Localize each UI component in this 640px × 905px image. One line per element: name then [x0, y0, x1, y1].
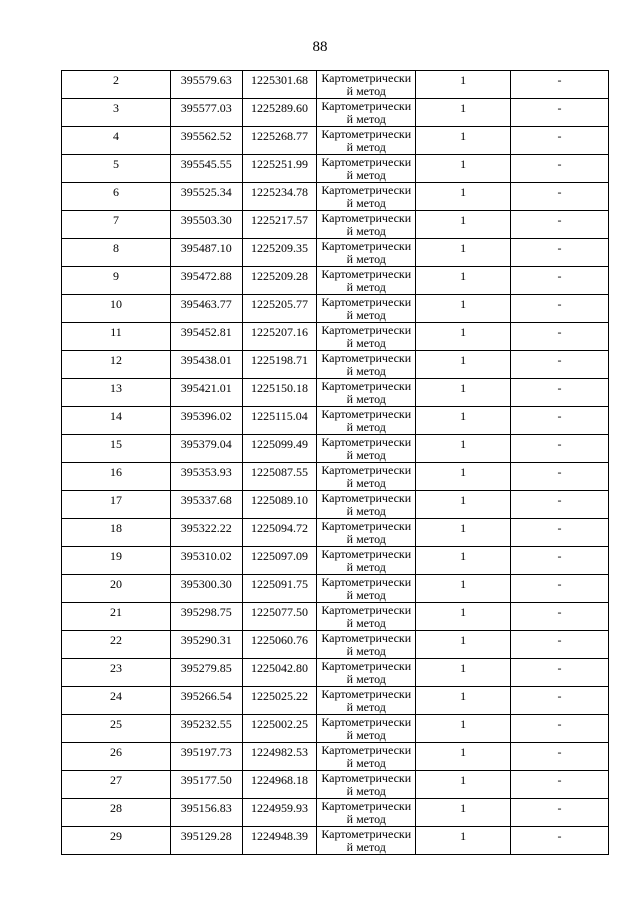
method-text-line-2: й метод: [346, 644, 386, 658]
note-cell: -: [511, 827, 609, 855]
method-text-line-1: Картометрически: [321, 743, 412, 757]
point-number-cell: 17: [62, 491, 171, 519]
y-coordinate-cell: 1224968.18: [242, 771, 317, 799]
method-text-line-1: Картометрически: [321, 71, 412, 85]
note-cell: -: [511, 155, 609, 183]
note-cell: -: [511, 379, 609, 407]
method-text-line-2: й метод: [346, 420, 386, 434]
x-coordinate-cell: 395177.50: [170, 771, 242, 799]
method-cell: [317, 491, 416, 519]
y-coordinate-cell: 1224982.53: [242, 743, 317, 771]
method-text-line-1: Картометрически: [321, 827, 412, 841]
note-cell: -: [511, 267, 609, 295]
table-row: [62, 519, 609, 547]
accuracy-cell: 1: [416, 827, 511, 855]
method-text-line-1: Картометрически: [321, 575, 412, 589]
method-cell: [317, 659, 416, 687]
method-cell: [317, 295, 416, 323]
method-text-line-2: й метод: [346, 504, 386, 518]
accuracy-cell: 1: [416, 127, 511, 155]
accuracy-cell: 1: [416, 575, 511, 603]
accuracy-cell: 1: [416, 239, 511, 267]
y-coordinate-cell: 1225207.16: [242, 323, 317, 351]
point-number-cell: 19: [62, 547, 171, 575]
method-text-line-2: й метод: [346, 308, 386, 322]
y-coordinate-cell: 1225091.75: [242, 575, 317, 603]
method-text-line-2: й метод: [346, 840, 386, 854]
method-cell: [317, 155, 416, 183]
x-coordinate-cell: 395290.31: [170, 631, 242, 659]
x-coordinate-cell: 395310.02: [170, 547, 242, 575]
y-coordinate-cell: 1225097.09: [242, 547, 317, 575]
note-cell: -: [511, 659, 609, 687]
table-row: [62, 575, 609, 603]
method-text-line-1: Картометрически: [321, 771, 412, 785]
method-text-line-2: й метод: [346, 168, 386, 182]
method-cell: [317, 379, 416, 407]
method-text-line-2: й метод: [346, 560, 386, 574]
page-number: 88: [312, 39, 328, 55]
table-row: [62, 463, 609, 491]
method-cell: [317, 799, 416, 827]
method-cell: [317, 407, 416, 435]
accuracy-cell: 1: [416, 743, 511, 771]
point-number-cell: 14: [62, 407, 171, 435]
accuracy-cell: 1: [416, 211, 511, 239]
x-coordinate-cell: 395396.02: [170, 407, 242, 435]
note-cell: -: [511, 211, 609, 239]
method-cell: [317, 239, 416, 267]
method-text-line-2: й метод: [346, 448, 386, 462]
note-cell: -: [511, 743, 609, 771]
table-row: [62, 715, 609, 743]
table-row: [62, 687, 609, 715]
table-row: [62, 239, 609, 267]
method-text-line-1: Картометрически: [321, 463, 412, 477]
y-coordinate-cell: 1225077.50: [242, 603, 317, 631]
accuracy-cell: 1: [416, 547, 511, 575]
note-cell: -: [511, 351, 609, 379]
accuracy-cell: 1: [416, 687, 511, 715]
x-coordinate-cell: 395503.30: [170, 211, 242, 239]
table-row: [62, 547, 609, 575]
y-coordinate-cell: 1225002.25: [242, 715, 317, 743]
accuracy-cell: 1: [416, 771, 511, 799]
point-number-cell: 7: [62, 211, 171, 239]
method-cell: [317, 127, 416, 155]
x-coordinate-cell: 395129.28: [170, 827, 242, 855]
method-cell: [317, 631, 416, 659]
point-number-cell: 15: [62, 435, 171, 463]
x-coordinate-cell: 395438.01: [170, 351, 242, 379]
method-text-line-1: Картометрически: [321, 715, 412, 729]
accuracy-cell: 1: [416, 631, 511, 659]
note-cell: -: [511, 771, 609, 799]
note-cell: -: [511, 547, 609, 575]
table-row: [62, 407, 609, 435]
x-coordinate-cell: 395197.73: [170, 743, 242, 771]
note-cell: -: [511, 323, 609, 351]
x-coordinate-cell: 395562.52: [170, 127, 242, 155]
point-number-cell: 6: [62, 183, 171, 211]
point-number-cell: 9: [62, 267, 171, 295]
table-row: [62, 71, 609, 99]
method-text-line-1: Картометрически: [321, 687, 412, 701]
method-cell: [317, 827, 416, 855]
method-text-line-2: й метод: [346, 336, 386, 350]
method-text-line-2: й метод: [346, 784, 386, 798]
method-text-line-2: й метод: [346, 140, 386, 154]
method-text-line-2: й метод: [346, 616, 386, 630]
coordinates-table: [61, 70, 609, 855]
point-number-cell: 20: [62, 575, 171, 603]
note-cell: -: [511, 463, 609, 491]
note-cell: -: [511, 715, 609, 743]
table-row: [62, 267, 609, 295]
method-cell: [317, 435, 416, 463]
table-row: [62, 435, 609, 463]
method-text-line-1: Картометрически: [321, 547, 412, 561]
method-text-line-2: й метод: [346, 392, 386, 406]
accuracy-cell: 1: [416, 295, 511, 323]
x-coordinate-cell: 395379.04: [170, 435, 242, 463]
table-row: [62, 771, 609, 799]
accuracy-cell: 1: [416, 659, 511, 687]
point-number-cell: 12: [62, 351, 171, 379]
method-text-line-1: Картометрически: [321, 435, 412, 449]
x-coordinate-cell: 395337.68: [170, 491, 242, 519]
y-coordinate-cell: 1225042.80: [242, 659, 317, 687]
method-cell: [317, 183, 416, 211]
point-number-cell: 24: [62, 687, 171, 715]
x-coordinate-cell: 395266.54: [170, 687, 242, 715]
y-coordinate-cell: 1225115.04: [242, 407, 317, 435]
method-text-line-2: й метод: [346, 756, 386, 770]
y-coordinate-cell: 1225289.60: [242, 99, 317, 127]
method-cell: [317, 351, 416, 379]
accuracy-cell: 1: [416, 99, 511, 127]
method-cell: [317, 743, 416, 771]
y-coordinate-cell: 1225217.57: [242, 211, 317, 239]
table-row: [62, 379, 609, 407]
note-cell: -: [511, 799, 609, 827]
y-coordinate-cell: 1225150.18: [242, 379, 317, 407]
x-coordinate-cell: 395472.88: [170, 267, 242, 295]
method-text-line-2: й метод: [346, 364, 386, 378]
y-coordinate-cell: 1225209.35: [242, 239, 317, 267]
point-number-cell: 8: [62, 239, 171, 267]
method-text-line-2: й метод: [346, 700, 386, 714]
table-row: [62, 799, 609, 827]
table-row: [62, 743, 609, 771]
method-cell: [317, 771, 416, 799]
point-number-cell: 5: [62, 155, 171, 183]
method-cell: [317, 519, 416, 547]
table-row: [62, 295, 609, 323]
method-text-line-1: Картометрически: [321, 239, 412, 253]
point-number-cell: 21: [62, 603, 171, 631]
point-number-cell: 28: [62, 799, 171, 827]
table-row: [62, 603, 609, 631]
method-text-line-1: Картометрически: [321, 267, 412, 281]
note-cell: -: [511, 435, 609, 463]
y-coordinate-cell: 1225251.99: [242, 155, 317, 183]
table-row: [62, 99, 609, 127]
y-coordinate-cell: 1224948.39: [242, 827, 317, 855]
accuracy-cell: 1: [416, 351, 511, 379]
table-row: [62, 491, 609, 519]
method-text-line-1: Картометрически: [321, 127, 412, 141]
method-text-line-1: Картометрически: [321, 491, 412, 505]
method-cell: [317, 71, 416, 99]
method-cell: [317, 603, 416, 631]
y-coordinate-cell: 1225205.77: [242, 295, 317, 323]
x-coordinate-cell: 395452.81: [170, 323, 242, 351]
y-coordinate-cell: 1225094.72: [242, 519, 317, 547]
method-text-line-2: й метод: [346, 224, 386, 238]
method-text-line-1: Картометрически: [321, 799, 412, 813]
x-coordinate-cell: 395487.10: [170, 239, 242, 267]
method-text-line-1: Картометрически: [321, 295, 412, 309]
note-cell: -: [511, 687, 609, 715]
table-row: [62, 127, 609, 155]
x-coordinate-cell: 395463.77: [170, 295, 242, 323]
accuracy-cell: 1: [416, 435, 511, 463]
y-coordinate-cell: 1225060.76: [242, 631, 317, 659]
x-coordinate-cell: 395232.55: [170, 715, 242, 743]
accuracy-cell: 1: [416, 323, 511, 351]
point-number-cell: 27: [62, 771, 171, 799]
x-coordinate-cell: 395353.93: [170, 463, 242, 491]
accuracy-cell: 1: [416, 379, 511, 407]
accuracy-cell: 1: [416, 491, 511, 519]
method-cell: [317, 463, 416, 491]
method-text-line-2: й метод: [346, 532, 386, 546]
method-cell: [317, 99, 416, 127]
y-coordinate-cell: 1225089.10: [242, 491, 317, 519]
accuracy-cell: 1: [416, 519, 511, 547]
table-row: [62, 323, 609, 351]
note-cell: -: [511, 239, 609, 267]
y-coordinate-cell: 1225301.68: [242, 71, 317, 99]
note-cell: -: [511, 71, 609, 99]
point-number-cell: 25: [62, 715, 171, 743]
point-number-cell: 29: [62, 827, 171, 855]
note-cell: -: [511, 183, 609, 211]
method-text-line-1: Картометрически: [321, 407, 412, 421]
method-text-line-1: Картометрически: [321, 631, 412, 645]
note-cell: -: [511, 631, 609, 659]
x-coordinate-cell: 395577.03: [170, 99, 242, 127]
y-coordinate-cell: 1225234.78: [242, 183, 317, 211]
method-cell: [317, 323, 416, 351]
accuracy-cell: 1: [416, 463, 511, 491]
method-text-line-1: Картометрически: [321, 379, 412, 393]
point-number-cell: 18: [62, 519, 171, 547]
note-cell: -: [511, 295, 609, 323]
method-text-line-2: й метод: [346, 672, 386, 686]
x-coordinate-cell: 395579.63: [170, 71, 242, 99]
x-coordinate-cell: 395322.22: [170, 519, 242, 547]
note-cell: -: [511, 407, 609, 435]
note-cell: -: [511, 519, 609, 547]
accuracy-cell: 1: [416, 71, 511, 99]
accuracy-cell: 1: [416, 603, 511, 631]
point-number-cell: 23: [62, 659, 171, 687]
method-cell: [317, 547, 416, 575]
point-number-cell: 10: [62, 295, 171, 323]
x-coordinate-cell: 395525.34: [170, 183, 242, 211]
table-row: [62, 211, 609, 239]
method-text-line-1: Картометрически: [321, 351, 412, 365]
y-coordinate-cell: 1225198.71: [242, 351, 317, 379]
x-coordinate-cell: 395279.85: [170, 659, 242, 687]
y-coordinate-cell: 1224959.93: [242, 799, 317, 827]
method-text-line-1: Картометрически: [321, 659, 412, 673]
method-text-line-1: Картометрически: [321, 155, 412, 169]
accuracy-cell: 1: [416, 799, 511, 827]
table-row: [62, 351, 609, 379]
note-cell: -: [511, 603, 609, 631]
point-number-cell: 11: [62, 323, 171, 351]
method-text-line-1: Картометрически: [321, 183, 412, 197]
method-cell: [317, 211, 416, 239]
point-number-cell: 26: [62, 743, 171, 771]
note-cell: -: [511, 99, 609, 127]
accuracy-cell: 1: [416, 715, 511, 743]
table-row: [62, 659, 609, 687]
accuracy-cell: 1: [416, 407, 511, 435]
method-text-line-1: Картометрически: [321, 519, 412, 533]
x-coordinate-cell: 395156.83: [170, 799, 242, 827]
method-text-line-2: й метод: [346, 252, 386, 266]
y-coordinate-cell: 1225099.49: [242, 435, 317, 463]
note-cell: -: [511, 491, 609, 519]
note-cell: -: [511, 575, 609, 603]
y-coordinate-cell: 1225209.28: [242, 267, 317, 295]
method-text-line-2: й метод: [346, 728, 386, 742]
x-coordinate-cell: 395300.30: [170, 575, 242, 603]
table-row: [62, 183, 609, 211]
method-text-line-1: Картометрически: [321, 603, 412, 617]
method-text-line-2: й метод: [346, 588, 386, 602]
accuracy-cell: 1: [416, 183, 511, 211]
method-text-line-2: й метод: [346, 812, 386, 826]
table-row: [62, 631, 609, 659]
method-cell: [317, 575, 416, 603]
point-number-cell: 13: [62, 379, 171, 407]
method-cell: [317, 267, 416, 295]
method-text-line-2: й метод: [346, 280, 386, 294]
table-row: [62, 827, 609, 855]
method-text-line-1: Картометрически: [321, 211, 412, 225]
method-cell: [317, 687, 416, 715]
method-text-line-1: Картометрически: [321, 99, 412, 113]
method-text-line-2: й метод: [346, 112, 386, 126]
table-row: [62, 155, 609, 183]
method-text-line-1: Картометрически: [321, 323, 412, 337]
point-number-cell: 2: [62, 71, 171, 99]
method-text-line-2: й метод: [346, 84, 386, 98]
x-coordinate-cell: 395298.75: [170, 603, 242, 631]
point-number-cell: 4: [62, 127, 171, 155]
x-coordinate-cell: 395545.55: [170, 155, 242, 183]
point-number-cell: 3: [62, 99, 171, 127]
method-cell: [317, 715, 416, 743]
point-number-cell: 22: [62, 631, 171, 659]
x-coordinate-cell: 395421.01: [170, 379, 242, 407]
point-number-cell: 16: [62, 463, 171, 491]
y-coordinate-cell: 1225025.22: [242, 687, 317, 715]
note-cell: -: [511, 127, 609, 155]
accuracy-cell: 1: [416, 155, 511, 183]
accuracy-cell: 1: [416, 267, 511, 295]
method-text-line-2: й метод: [346, 196, 386, 210]
y-coordinate-cell: 1225087.55: [242, 463, 317, 491]
method-text-line-2: й метод: [346, 476, 386, 490]
coordinates-table-body: [62, 71, 609, 855]
y-coordinate-cell: 1225268.77: [242, 127, 317, 155]
